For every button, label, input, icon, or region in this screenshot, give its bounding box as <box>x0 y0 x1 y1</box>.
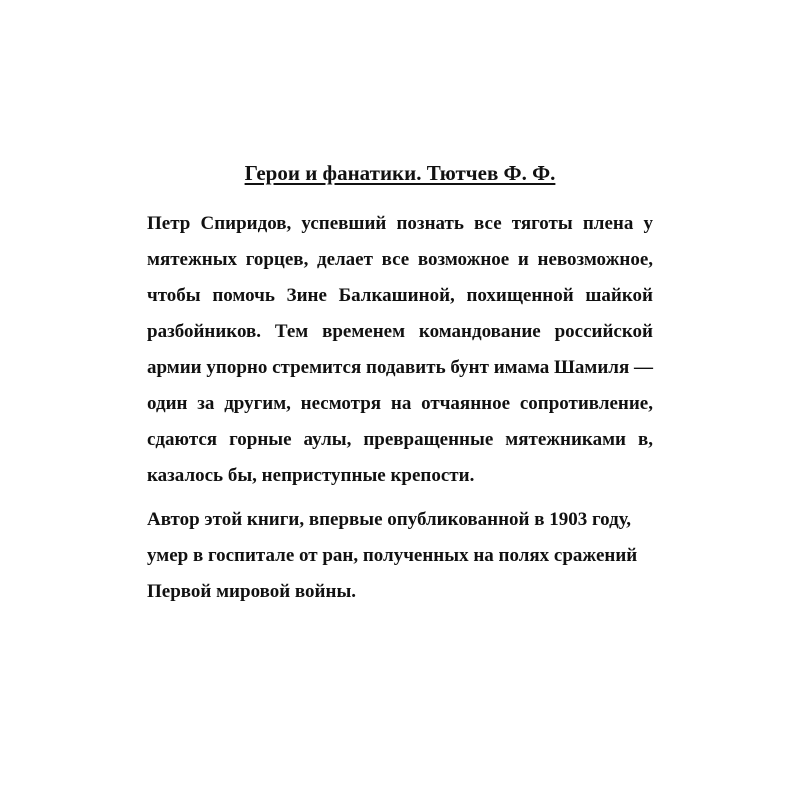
book-title <box>0 157 800 189</box>
annotation-paragraph-author: Автор этой книги, впервые опубликованной в 1903 году, умер в госпитале от ран, полученных на полях сражений Первой мировой войны. <box>147 509 638 602</box>
book-title-text: Герои и фанатики. Тютчев Ф. Ф. <box>244 161 556 185</box>
annotation-paragraph-plot: Петр Спиридов, успевший познать все тяготы плена у мятежных горцев, делает все возможное и невозможное, чтобы помочь Зине Балкашиной, похищенной шайкой разбойников. Тем временем командование российской армии упорно стремится подавить бунт имама Шамиля — один за другим, несмотря на отчаянное сопротивление, сдаются горные аулы, превращенные мятежниками в, казалось бы, неприступные крепости. <box>147 213 653 486</box>
annotation-body <box>147 206 653 610</box>
